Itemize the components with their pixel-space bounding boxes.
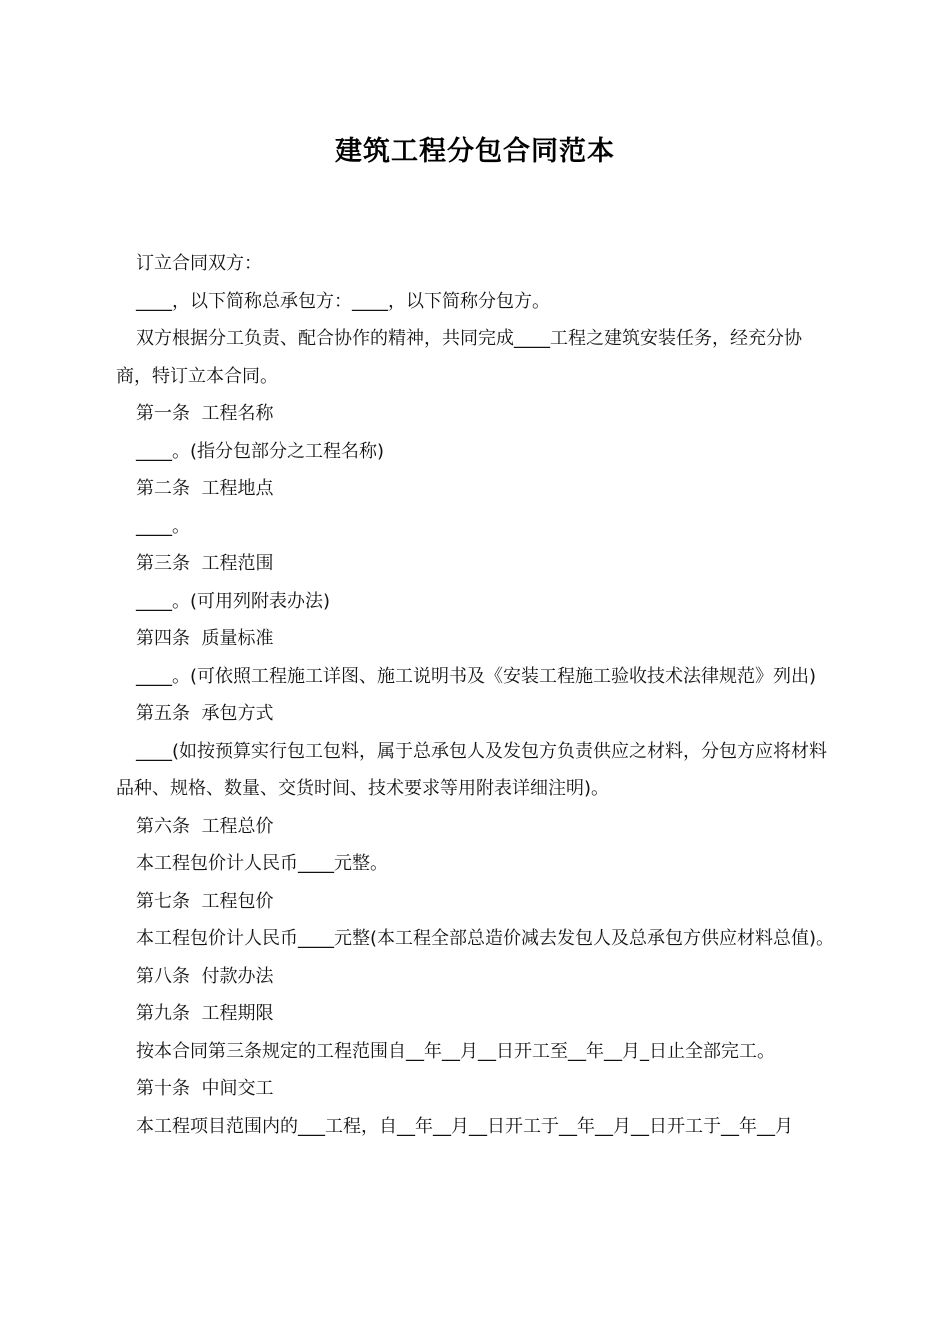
article-10-text: 本工程项目范围内的___工程，自__年__月__日开工于__年__月__日开工于__年__月 (136, 1115, 793, 1137)
article-5-heading: 第五条 承包方式 (136, 703, 274, 724)
article-4-heading: 第四条 质量标准 (136, 628, 274, 649)
article-3-text: ____。(可用列附表办法) (136, 590, 331, 612)
article-7-heading: 第七条 工程包价 (136, 890, 274, 912)
article-7-text: 本工程包价计人民币____元整(本工程全部总造价减去发包人及总承包方供应材料总值)。 (136, 928, 835, 949)
article-6-text: 本工程包价计人民币____元整。 (136, 853, 388, 874)
article-9-text: 按本合同第三条规定的工程范围自__年__月__日开工至__年__月_日止全部完工。 (136, 1040, 775, 1062)
article-1-text: ____。(指分包部分之工程名称) (136, 440, 385, 462)
document-title: 建筑工程分包合同范本 (335, 136, 615, 167)
article-8-heading: 第八条 付款办法 (136, 965, 274, 987)
article-6-heading: 第六条 工程总价 (136, 815, 274, 837)
article-1-heading: 第一条 工程名称 (136, 403, 274, 424)
article-2-heading: 第二条 工程地点 (136, 478, 274, 499)
paragraph-parties-intro: 订立合同双方： (136, 253, 262, 274)
article-2-text: ____。 (136, 515, 190, 537)
article-3-heading: 第三条 工程范围 (136, 553, 274, 574)
document-body (116, 245, 836, 1145)
article-9-heading: 第九条 工程期限 (136, 1003, 274, 1024)
article-5-text: ____(如按预算实行包工包料，属于总承包人及发包方负责供应之材料，分包方应将材料品种、规格、数量、交货时间、技术要求等用附表详细注明)。 (116, 740, 828, 799)
article-4-text: ____。(可依照工程施工详图、施工说明书及《安装工程施工验收技术法律规范》列出) (136, 665, 817, 687)
article-10-heading: 第十条 中间交工 (136, 1078, 274, 1099)
paragraph-preamble: 双方根据分工负责、配合协作的精神，共同完成____工程之建筑安装任务，经充分协商，特订立本合同。 (116, 328, 802, 387)
paragraph-parties: ____，以下简称总承包方：____，以下简称分包方。 (136, 290, 550, 312)
